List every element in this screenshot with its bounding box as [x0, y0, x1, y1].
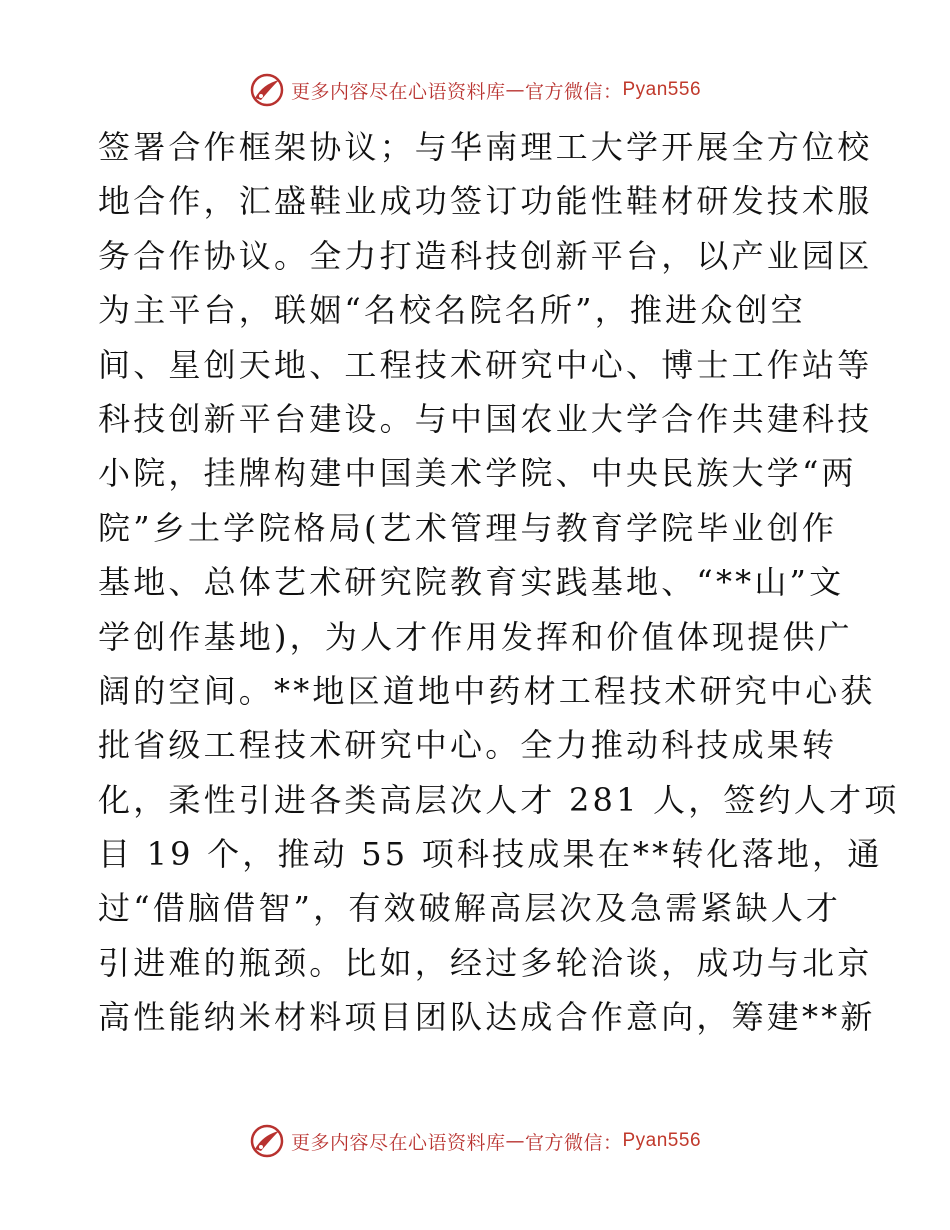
pen-logo-icon [249, 1123, 285, 1159]
body-line: 目 19 个，推动 55 项科技成果在**转化落地，通 [98, 835, 883, 874]
body-line: 高性能纳米材料项目团队达成合作意向，筹建**新 [98, 998, 876, 1037]
watermark-site-text: 更多内容尽在心语资料库 [290, 80, 506, 103]
body-line: 科技创新平台建设。与中国农业大学合作共建科技 [98, 399, 873, 438]
body-paragraph [98, 120, 900, 1045]
watermark-text-group [291, 1128, 701, 1155]
body-line: 地合作，汇盛鞋业成功签订功能性鞋材研发技术服 [98, 182, 873, 221]
body-line: 为主平台，联姻“名校名院名所”，推进众创空 [98, 291, 806, 330]
watermark-footer [0, 1123, 950, 1159]
watermark-site-text: 更多内容尽在心语资料库 [290, 1131, 506, 1154]
watermark-wechat-label: 官方微信： [524, 1131, 623, 1154]
watermark-text-group [291, 77, 701, 104]
body-line: 批省级工程技术研究中心。全力推动科技成果转 [98, 726, 838, 765]
watermark-wechat-label: 官方微信： [524, 80, 623, 103]
body-line: 小院，挂牌构建中国美术学院、中央民族大学“两 [98, 454, 857, 493]
body-line: 化，柔性引进各类高层次人才 281 人，签约人才项 [98, 780, 900, 819]
body-line: 过“借脑借智”，有效破解高层次及急需紧缺人才 [98, 889, 842, 928]
body-line: 务合作协议。全力打造科技创新平台，以产业园区 [98, 236, 873, 275]
pen-logo-icon [249, 72, 285, 108]
body-line: 基地、总体艺术研究院教育实践基地、“**山”文 [98, 563, 845, 602]
watermark-dash: — [505, 79, 525, 101]
body-line: 学创作基地)，为人才作用发挥和价值体现提供广 [98, 617, 853, 656]
body-line: 院”乡土学院格局(艺术管理与教育学院毕业创作 [98, 508, 838, 547]
body-line: 签署合作框架协议；与华南理工大学开展全方位校 [98, 128, 873, 166]
watermark-wechat-id: Pyan556 [622, 1130, 702, 1151]
body-line: 阔的空间。**地区道地中药材工程技术研究中心获 [98, 671, 876, 710]
body-line: 引进难的瓶颈。比如，经过多轮洽谈，成功与北京 [98, 943, 873, 982]
body-line: 间、星创天地、工程技术研究中心、博士工作站等 [98, 345, 873, 384]
watermark-wechat-id: Pyan556 [622, 79, 702, 100]
watermark-header [0, 72, 950, 108]
watermark-dash: — [505, 1130, 525, 1152]
